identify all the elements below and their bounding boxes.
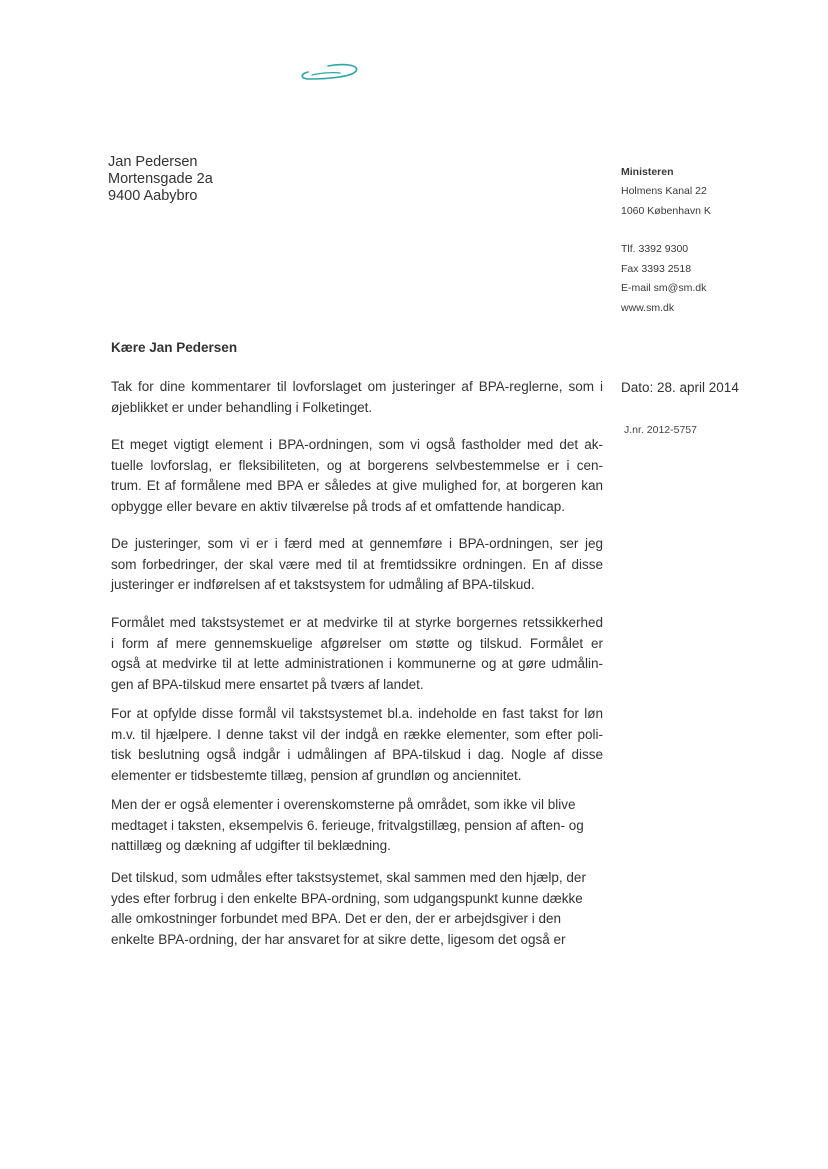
paragraph-line: alle omkostninger forbundet med BPA. Det er den, der er arbejdsgiver i den [111, 911, 561, 926]
sender-address-line-1: Holmens Kanal 22 [621, 185, 707, 197]
paragraph-1 [111, 377, 603, 418]
paragraph-3 [111, 534, 603, 596]
paragraph-line: tisk beslutning også indgår i udmålingen af BPA-tilskud i dag. Nogle af disse [111, 747, 603, 762]
sender-phone: Tlf. 3392 9300 [621, 243, 689, 255]
recipient-name: Jan Pedersen [108, 154, 198, 170]
paragraph-line: gen af BPA-tilskud mere ensartet på tværs af landet. [111, 676, 424, 692]
paragraph-line: m.v. til hjælpere. I denne takst vil der indgå en række elementer, som efter poli- [111, 726, 603, 742]
paragraph-line: Formålet med takstsystemet er at medvirke til at styrke borgernes retssikkerhed [111, 615, 603, 630]
recipient-street: Mortensgade 2a [108, 171, 213, 187]
paragraph-6 [111, 795, 603, 857]
paragraph-line: enkelte BPA-ordning, der har ansvaret for at sikre dette, ligesom det også er [111, 931, 566, 947]
paragraph-line: øjeblikket er under behandling i Folketinget. [111, 399, 373, 415]
salutation: Kære Jan Pedersen [111, 340, 238, 355]
sender-title: Ministeren [621, 166, 674, 178]
paragraph-line: justeringer er indførelsen af et takstsystem for udmåling af BPA-tilskud. [111, 577, 535, 592]
paragraph-line: ydes efter forbrug i den enkelte BPA-ordning, som udgangspunkt kunne dække [111, 890, 583, 906]
paragraph-line: For at opfylde disse formål vil takstsystemet bl.a. indeholde en fast takst for løn [111, 706, 603, 721]
paragraph-line: Et meget vigtigt element i BPA-ordningen, som vi også fastholder med det ak- [111, 437, 603, 452]
paragraph-line: i form af mere gennemskuelige afgørelser om støtte og tilskud. Formålet er [111, 635, 603, 651]
ministry-logo-icon [298, 62, 362, 88]
paragraph-7 [111, 868, 603, 950]
paragraph-line: Det tilskud, som udmåles efter takstsystemet, skal sammen med den hjælp, der [111, 870, 586, 885]
sender-address-line-2: 1060 København K [621, 204, 711, 217]
paragraph-2 [111, 435, 603, 517]
paragraph-line: opbygge eller bevare en aktiv tilværelse på trods af et omfattende handicap. [111, 498, 566, 514]
recipient-address [108, 154, 213, 205]
paragraph-line: elementer er tidsbestemte tillæg, pension af grundløn og anciennitet. [111, 767, 522, 783]
paragraph-line: også at medvirke til at lette administrationen i kommunerne og at gøre udmålin- [111, 656, 603, 671]
paragraph-line: trum. Et af formålene med BPA er således at give mulighed for, at borgeren kan [111, 478, 603, 493]
sender-fax: Fax 3393 2518 [621, 262, 692, 275]
journal-number: J.nr. 2012-5757 [624, 424, 697, 436]
sender-email: E-mail sm@sm.dk [621, 282, 707, 294]
paragraph-line: Men der er også elementer i overenskomsterne på området, som ikke vil blive [111, 797, 576, 812]
letter-date: Dato: 28. april 2014 [621, 380, 739, 395]
paragraph-4 [111, 613, 603, 695]
paragraph-line: Tak for dine kommentarer til lovforslaget om justeringer af BPA-reglerne, som i [111, 379, 603, 394]
paragraph-line: som forbedringer, der skal være med til at fremtidssikre ordningen. En af disse [111, 556, 603, 572]
sender-block [621, 163, 711, 318]
paragraph-line: nattillæg og dækning af udgifter til beklædning. [111, 838, 391, 853]
paragraph-line: medtaget i taksten, eksempelvis 6. ferieuge, fritvalgstillæg, pension af aften- og [111, 817, 584, 833]
sender-website: www.sm.dk [621, 301, 675, 314]
paragraph-line: tuelle lovforslag, er fleksibiliteten, og at borgerens selvbestemmelse er i cen- [111, 457, 603, 473]
recipient-city: 9400 Aabybro [108, 188, 198, 204]
paragraph-line: De justeringer, som vi er i færd med at gennemføre i BPA-ordningen, ser jeg [111, 536, 603, 551]
paragraph-5 [111, 704, 603, 786]
